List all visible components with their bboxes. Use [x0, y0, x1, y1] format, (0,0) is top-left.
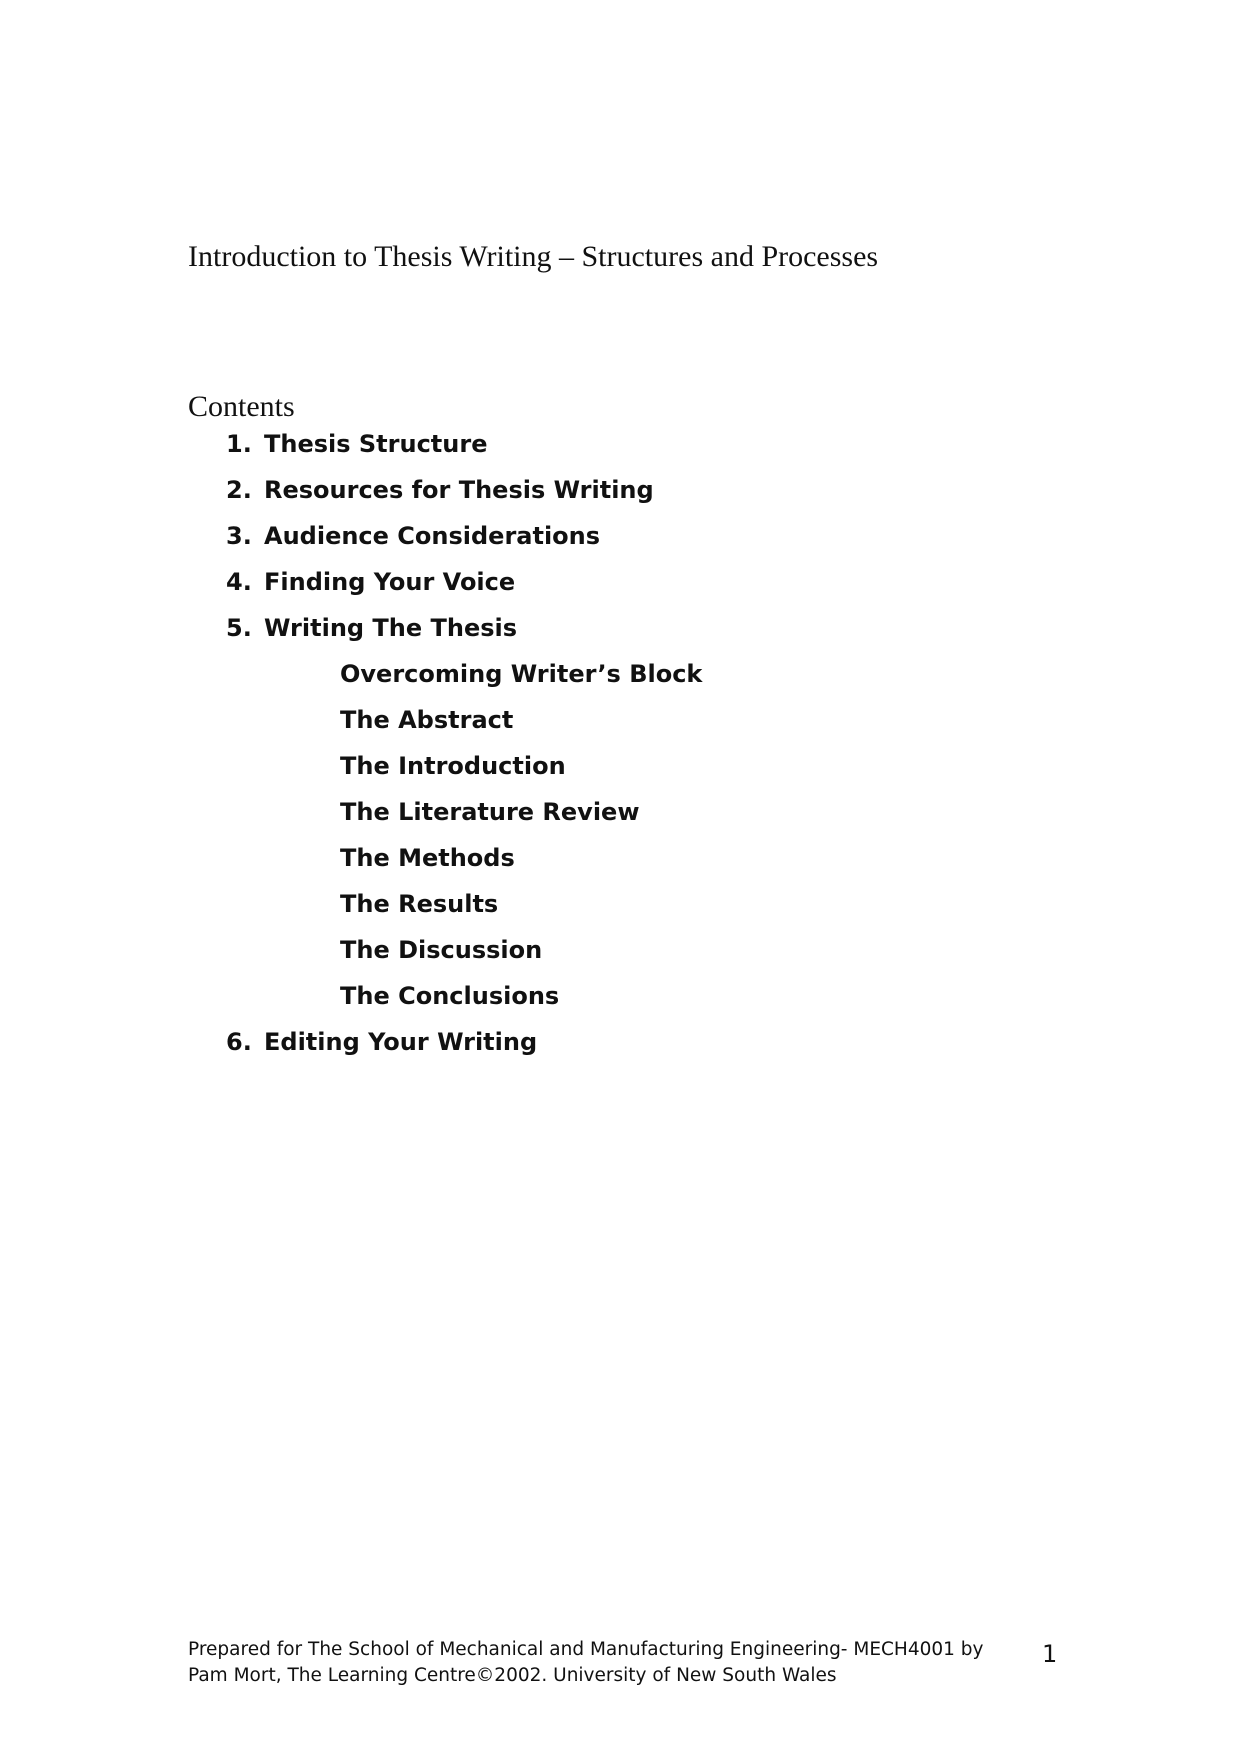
toc-subitem-label: The Results [340, 890, 499, 918]
toc-subitem-label: The Conclusions [340, 982, 560, 1010]
footer-credit [188, 1637, 984, 1689]
toc-item-label: Writing The Thesis [264, 614, 518, 642]
toc-item-label: Thesis Structure [264, 430, 488, 458]
toc-item-number: 6. [226, 1028, 252, 1056]
toc-item-number: 5. [226, 614, 252, 642]
footer-line-1: Prepared for The School of Mechanical and Manufacturing Engineering- MECH4001 by [188, 1639, 984, 1660]
contents-heading: Contents [188, 390, 295, 423]
toc-subitem-label: Overcoming Writer’s Block [340, 660, 703, 688]
toc-item-number: 4. [226, 568, 252, 596]
toc-subitem-label: The Methods [340, 844, 515, 872]
toc-subitem-label: The Abstract [340, 706, 514, 734]
toc-subitem-label: The Discussion [340, 936, 543, 964]
toc-subitem-label: The Literature Review [340, 798, 640, 826]
toc-item-label: Finding Your Voice [264, 568, 516, 596]
toc-item-number: 2. [226, 476, 252, 504]
document-title: Introduction to Thesis Writing – Structures and Processes [188, 240, 879, 273]
footer-line-2: Pam Mort, The Learning Centre©2002. University of New South Wales [188, 1665, 837, 1686]
toc-subitem-label: The Introduction [340, 752, 566, 780]
toc-item-number: 1. [226, 430, 252, 458]
page-number: 1 [1042, 1640, 1058, 1668]
toc-item-number: 3. [226, 522, 252, 550]
toc-item-label: Resources for Thesis Writing [264, 476, 654, 504]
toc-item-label: Audience Considerations [264, 522, 601, 550]
toc-item-label: Editing Your Writing [264, 1028, 538, 1056]
